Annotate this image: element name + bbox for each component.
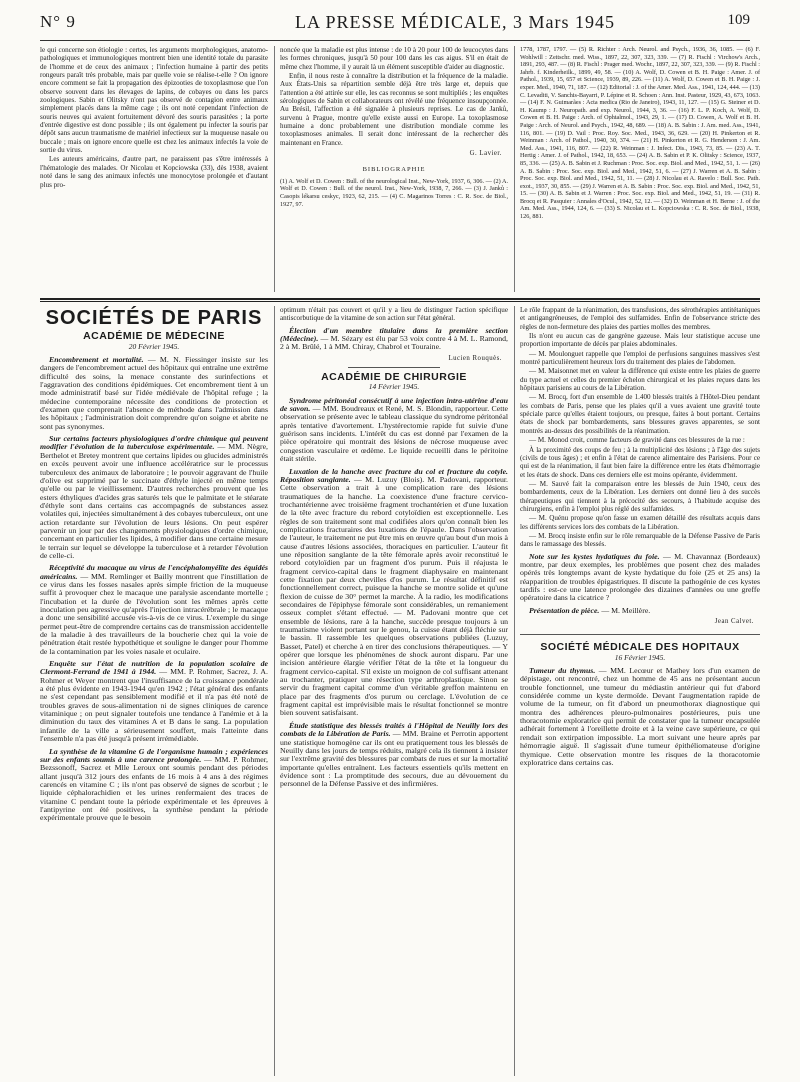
page-number: 109 — [727, 12, 750, 28]
paper-heading: Élection d'un membre titulaire dans la première section (Médecine). — M. Sézary est élu par 53 voix contre 4 à M. L. Ramond, 2 à M. Brûlé, 1 à MM. Chiray, Chabrol et Touraine. — [280, 325, 508, 352]
paragraph: — M. Monod croit, comme facteurs de gravité dans ces blessures de la rue : — [529, 436, 745, 445]
paper-heading: Réceptivité du macaque au virus de l'encéphalomyélite des équidés américains. — MM. Remlinger et Bailly montrent que l'instillation de ce virus dans les fosses nasales après simple friction de la muqueuse suffit à provoquer chez le macaque une paralysie ascendante mortelle ; l'incubation et la durée de l'évolution sont les mêmes après cette inoculation peu agressive qu'après l'injection intracérébrale ; le macaque a donc une sensibilité accusée vis-à-vis de ce virus. L'exemple du singe permet peut-être de comprendre certains cas de transmission accidentelle de la maladie à des travailleurs de la boucherie chez qui la voie de pénétration était restée hypothétique et souligne le danger pour l'homme de la contamination par les voies nasale et oculaire. — [40, 563, 268, 656]
paragraph: — M. Quénu propose qu'on fasse un examen détaillé des résultats acquis dans les différents services lors des combats de la Libération. — [520, 514, 760, 531]
paper-heading: Tumeur du thymus. — MM. Lecœur et Mathey lors d'un examen de dépistage, ont rencontré, chez un homme de 45 ans ne présentant aucun trouble fonctionnel, une tumeur du médiastin antérieur qui fut d'abord considérée comme un kyste dermoïde. Devant l'augmentation rapide de volume de la tumeur, on fit d'abord un pneumothorax diagnostique qui montra des adhérences pleuro-pulmonaires postérieures, puis une thoracotomie exploratrice qui permit de constater que la tumeur encapsulée adhérait fortement à l'oreillette droite et à la veine cave supérieure, ce qui rendait son extirpation impossible. La mort suivant une heure après par hémorragie aiguë. Il s'agissait d'une tumeur épithéliomateuse d'origine thymique. Cette observation montre les risques de la thoracotomie exploratrice dans certains cas. — [520, 666, 760, 767]
bibliography-list — [280, 178, 508, 208]
paragraph: Ils n'ont eu aucun cas de gangrène gazeuse. Mais leur statistique accuse une proportion importante de décès par plaies abdominales. — [520, 332, 760, 349]
author-signature: Jean Calvet. — [714, 618, 754, 626]
paragraph: — M. Sauvé fait la comparaison entre les blessés de Juin 1940, ceux des bombardements, ceux de la Libération. Les derniers ont donné lieu à des succès thérapeutiques qui tiennent à la précocité des secours, à l'habitude acquise des chirurgiens, enfin à l'emploi plus réglé des sulfamides. — [520, 479, 760, 513]
society-title: SOCIÉTÉ MÉDICALE DES HOPITAUX — [540, 641, 740, 654]
paragraph: — M. Brocq, fort d'un ensemble de 1.400 blessés traités à l'Hôtel-Dieu pendant les combats de Paris, pense que les plaies qu'il a vues avaient une gravité toute spéciale parce qu'elles étaient toujours, ou presque, faites à bout portant. Certains états de shock par bombardements, sans blessures graves apparentes, se sont montrés au-dessus des possibilités de la réanimation. — [520, 393, 760, 435]
top-column-1 — [40, 46, 268, 294]
column-divider — [514, 46, 515, 292]
paragraph: le qui concerne son étiologie : certes, les arguments morphologiques, anatomo-pathologiques et immunologiques montrent bien une identité totale du parasite de l'homme et de ceux des animaux ; l'infection humaine à partir des petits rongeurs paraît très probable, mais par quelle voie se réalise-t-elle ? On ignore encore comment se fait la propagation des épizooties de toxoplasmose que l'on observe souvent dans les élevages de lapins, de cobayes ou dans les parcs zoologiques. Sabin et Olitsky n'ont pas observé de contagion entre animaux simplement placés dans la même cage ; ils ont noté cependant l'infection de souris neuves qui avaient fortuitement dévoré des souris parasitées ; la porte d'entrée digestive est donc possible ; ils ont également pu infecter la souris par dépôt sans aucun traumatisme de matériel infectieux sur la muqueuse nasale ou buccale ; mais on ignore encore quelle est chez les animaux infectés la voie de sortie du virus. — [40, 46, 268, 155]
bottom-column-2 — [280, 306, 508, 1076]
bibliography-title: BIBLIOGRAPHIE — [362, 166, 426, 174]
paper-heading: La synthèse de la vitamine G de l'organisme humain ; expériences sur des enfants soumis à une carence prolongée. — MM. P. Rohmer, Bezssonoff, Sacrez et Mlle Leroux ont soumis pendant des périodes allant jusqu'à 312 jours des enfants de 16 mois à 4 ans à des régimes carencés en vitamine C ; ils n'ont pas observé de signes de scorbut ; le liquide céphalorachidien et les urines renfermaient des traces de vitamine C pendant toute la période expérimentale et les épreuves à l'antipyrine ont été positives, la synthèse pendant la période expérimentale prouve que le besoin — [40, 746, 268, 823]
divider — [520, 634, 760, 635]
paper-heading: Encombrement et mortalité. — M. N. Fiessinger insiste sur les dangers de l'encombrement actuel des hôpitaux qui entraîne une extrême difficulté des soins, la menace constante des surinfections et l'aggravation des conditions épidémiques. Cet encombrement tient à un mode administratif basé sur l'idée médiévale de l'hôpital refuge ; la médecine contemporaine nécessite des conditions de protection et d'examen que comprenait l'absence de méthode dans l'admission dans les hôpitaux ; l'administration doit comprendre qu'on soigne et abrite ne sont pas synonymes. — [40, 355, 268, 431]
session-date: 20 Février 1945. — [128, 341, 180, 351]
paper-heading: Étude statistique des blessés traités à l'Hôpital de Neuilly lors des combats de la Libération de Paris. — MM. Braine et Perrotin apportent une statistique homogène car ils ont eu pratiquement tous les blessés de Neuilly dans les jours de temps réduits, malgré cela ils tiennent à insister sur l'extrême gravité des blessures par combats de rues et sur la mortalité importante qu'elles entraînent. Les facteurs essentiels qu'ils mettent en évidence sont : La promptitude des secours, due au dévouement du personnel de la Défense Passive et des infirmières. — [280, 720, 508, 789]
bibliography-entry: (1) A. Wolf et D. Cowen : Bull. of the neurological Inst., New-York, 1937, 6, 306. — (2) A. Wolf et D. Cowen : Bull. of the neurol. Inst., New-York, 1938, 7, 266. — (3) J. Janků : Casopis lékarsu ceskyc, 1923, 62, 215. — (4) C. Magarinos Torres : C. R. Soc. de Biol., 1927, 97. — [280, 177, 508, 208]
paragraph: noncée que la maladie est plus intense : de 10 à 20 pour 100 de leucocytes dans les formes chroniques, jusqu'à 50 pour 100 dans les cas aigus. S'il en était de même chez l'homme, il y aurait là un élément susceptible d'aider au diagnostic. — [280, 46, 508, 71]
paragraph: — M. Maisonnet met en valeur la différence qui existe entre les plaies de guerre du type actuel et celles du premier échelon chirurgical et les plaies reçues dans les hôpitaux parisiens au cours de la Libération. — [520, 367, 760, 393]
paragraph: Les auteurs américains, d'autre part, ne paraissent pas s'être intéressés à l'hématologie des malades. Or Nicolau et Kopciowska (33), dès 1938, avaient noté dans le sang des animaux infectés une monocytose prolongée et d'autant plus pro- — [40, 155, 268, 189]
society-title: ACADÉMIE DE CHIRURGIE — [321, 371, 467, 384]
section-rule — [40, 298, 760, 300]
page-header — [40, 10, 750, 41]
paper-heading: Note sur les kystes hydatiques du foie. — M. Chavannaz (Bordeaux) montre, par deux exemples, les problèmes que posent chez des malades opérés très longtemps avant de kyste hydatique du foie (25 et 25 ans) la réapparition de troubles épigastriques. Il discute la pathogénie de ces kystes tardifs : est-ce une latence prolongée des dizaines d'années ou une greffe opératoire dans la cicatrice ? — [520, 551, 760, 603]
section-title: SOCIÉTÉS DE PARIS — [45, 307, 263, 329]
column-divider — [274, 46, 275, 292]
bibliography-entry: 1778, 1787, 1797. — (5) R. Richter : Arch. Neurol. and Psych., 1936, 36, 1085. — (6) F. Wohlwill : Zeitschr. med. Wiss., 1897, 22, 307, 323, 339. — (7) R. Fischl : Virchow's Arch., 1891, 293, 487. — (8) R. Fischl : Prager med. Wochr., 1897, 22, 307, 323, 339. — (9) R. Fischl : Jahrb. f. Kinderheilk., 1899, 49, 58. — (10) A. Wolf, D. Cowen et B. H. Paige : Amer. J. of Pathol., 1939, 15, 657 et Science, 1939, 89, 226. — (11) A. Wolf, D. Cowen et B. H. Paige : J. exper. Med., 1940, 71, 187. — (12) Editorial : J. of the Amer. Med. Ass., 1941, 124, 444. — (13) C. Levaditi, V. Sanchis-Bayarri, P. Lépine et R. Schoen : Ann. Inst. Pasteur, 1929, 43, 673, 1063. — (14) F. N. Guimarães : Acta medica (Rio de Janeiro), 1943, 11, 127. — (15) G. Steiner et D. H. Kaump : J. Neuropath. and exp. Neurol., 1944, 3, 36. — (16) F. L. P. Koch, A. Wolf, D. Cowen et B. H. Paige : Arch. of Ophtalmol., 1943, 29, 1. — (17) D. Cowen, A. Wolf et B. H. Paige : Arch. of Neurol. and Psych., 1942, 48, 689. — (18) A. B. Sabin : J. Am. med. Ass., 1941, 116, 801. — (19) D. Vail : Proc. Roy. Soc. Med., 1943, 36, 629. — (20) H. Pinkerton et R. Weinman : Arch. of Pathol., 1940, 30, 374. — (21) H. Pinkerton et R. G. Henderson : J. Am. Med. Ass., 1941, 116, 807. — (22) R. Weinman : J. Infect. Dis., 1943, 73, 85. — (23) A. T. Hertig : Amer. J. of Pathol., 1942, 18, 653. — (24) A. B. Sabin et P. K. Olitsky : Science, 1937, 85, 336. — (25) A. B. Sabin et J. Ruchman : Proc. Soc. exp. Biol. and Med., 1942, 51, 1. — (26) A. B. Sabin : Proc. Soc. exp. Biol. and Med., 1942, 51, 6. — (27) J. Warren et A. B. Sabin : Proc. Soc. exp. Biol. and Med., 1942, 51, 11. — (28) J. Nicolau et A. Ravelo : Bull. Soc. Path. exot., 1937, 30, 855. — (29) J. Warren et A. B. Sabin : Proc. Soc. exp. Biol. and Med., 1942, 51, 15. — (30) A. B. Sabin et J. Warren : Proc. Soc. exp. Biol. and Med., 1942, 51, 19. — (31) R. Brocq et R. Pasquier : Annales d'Ocul., 1942, 52, 12. — (32) D. Weinman et H. Berne : J. of the Am. Med. Ass., 1944, 124, 6. — (33) S. Nicolau et L. Kopciowska : C. R. Soc. de Biol., 1938, 126, 881. — [520, 46, 760, 221]
paragraph: — M. Brocq insiste enfin sur le rôle remarquable de la Défense Passive de Paris dans le ramassage des blessés. — [520, 531, 760, 549]
issue-number: N° 9 — [40, 12, 76, 31]
society-title: ACADÉMIE DE MÉDECINE — [83, 330, 225, 343]
top-column-2 — [280, 46, 508, 294]
bottom-column-3 — [520, 306, 760, 1076]
section-rule — [40, 301, 760, 302]
session-date: 16 Février 1945. — [614, 652, 666, 662]
bottom-column-1 — [40, 306, 268, 1076]
paper-heading: Présentation de pièce. — M. Meillère. — [529, 605, 651, 615]
paper-heading: Enquête sur l'état de nutrition de la population scolaire de Clermont-Ferrand de 1941 à 1944. — MM. P. Rohmer, Sacrez, J. A. Rohmer et Weyer montrent que l'insuffisance de la croissance pondérale a été plus évidente en 1943-1944 qu'en 1942 ; l'état général des enfants ne s'est cependant pas sensiblement modifié et il n'a pas été noté de troubles graves de sous-alimentation ni de signes cliniques de carence vitaminique ; on peut signaler toutefois une tendance à l'anémie et à la diminution du taux des vitamines A et B dans le sang. La population infantile de la ville a sérieusement souffert, mais l'atteinte dans l'ensemble n'a pas été jusqu'à présent irrémédiable. — [40, 659, 268, 744]
journal-title: LA PRESSE MÉDICALE, 3 Mars 1945 — [295, 12, 616, 32]
paragraph: — M. Moulonguet rappelle que l'emploi de perfusions sanguines massives s'est montré particulièrement heureux lors du traitement des plaies de l'abdomen. — [520, 349, 760, 367]
paper-heading: Sur certains facteurs physiologiques d'ordre chimique qui peuvent modifier l'évolution de la tuberculose expérimentale. — MM. Nègre, Berthelot et Bretey montrent que certains lipides ou glucides administrés en excès peuvent avoir une influence accélératrice sur le processus tuberculeux des animaux de laboratoire ; le pouvoir aggravant de l'huile d'olive est supprimé par le succinate d'éthyle injecté en même temps qu'elle ou par le vieillissement. D'autres recherches prouvent que les esters éthyliques d'acides gras saturés tels que le palmitate et le stéarate d'éthyle sont dans certains cas accompagnés de substances assez volatiles qui, injectées simultanément à des cobayes tuberculeux, ont une action retardante sur l'évolution de leurs lésions. On peut espérer parvenir un jour par des changements physiologiques d'ordre chimique, concernant en particulier les lipides, à modifier dans une certaine mesure le terrain sur lequel se développe la tuberculose et à retarder l'évolution de celle-ci. — [40, 434, 268, 560]
author-signature: Lucien Rouquès. — [448, 354, 502, 362]
column-divider — [514, 306, 515, 1076]
session-date: 14 Février 1945. — [368, 382, 420, 392]
paragraph: optimum n'était pas couvert et qu'il y a lieu de distinguer l'action spécifique antiscorbutique de la vitamine de son action sur l'état général. — [280, 306, 508, 323]
paragraph: Le rôle frappant de la réanimation, des transfusions, des sérothérapies antitétaniques et antigangréneuses, de l'emploi des sulfamides. Enfin de l'observance stricte des règles de non-fermeture des plaies des parties molles des membres. — [520, 306, 760, 331]
top-column-3 — [520, 46, 760, 294]
paper-heading: Luxation de la hanche avec fracture du col et fracture du cotyle. Réposition sanglante. — M. Luzuy (Blois). M. Padovani, rapporteur. Cette observation a trait à une complication rare des lésions traumatiques de la hanche. La coexistence d'une fracture cervico-trochantérienne avec troisième fragment trochantérien et d'une luxation de la tête avec fracture du rebord cotyloïdien est exceptionnelle. Les règles de son traitement sont mal codifiées alors qu'on connaît bien les complications fracturaires des luxations de l'épaule. Dans l'observation de l'auteur, le traitement ne put être mis en œuvre qu'au bout d'un mois à cause d'autres lésions associées, thoraciques en particulier. L'auteur fit une réposition sanglante de la tête fémorale après avoir reconstitué le rebord cotyloïdien par un fragment d'os purum. Puis il réajusta le fragment cervico-capital dans le fragment diaphysaire en maintenant cette fixation par deux chevilles d'os purum. Le résultat définitif est fonctionnellement correct, puisque la hanche se montre solide et qu'une flexion de cuisse de 30° permet la marche. À la radio, les modifications secondaires de l'épiphyse fémorale sont considérables, un remaniement osseux complet s'étant effectué. — M. Padovani montre que cet ensemble de lésions, rare à la hanche, succède presque toujours à un traumatisme violent portant sur le genou, la cuisse étant déjà fléchie sur le bassin. Il rassemble les quelques observations publiées (Luzuy, Basset, Patel) et cherche à en tirer des conclusions thérapeutiques. — Y opérer que lorsque les phénomènes de shock auront disparu. Par une incision antérieure élargie vérifier l'état de la tête et la longueur du fragment cervico-capital. S'il existe un moignon de col suffisant attenant au trochanter, pratiquer une résection type arthroplastique. Sinon se servir du fragment capital comme d'un véritable greffon maintenu en place par des fragments d'os purum ou cerclage. L'évolution de ce fragment capital est imprévisible mais le résultat fonctionnel se montre bien souvent satisfaisant. — [280, 466, 508, 718]
author-signature: G. Lavier. — [469, 150, 502, 158]
column-divider — [274, 306, 275, 1076]
divider — [348, 367, 439, 368]
paragraph: Enfin, il nous reste à connaître la distribution et la fréquence de la maladie. Aux États-Unis sa répartition semble déjà être très large et, depuis que l'attention a été attirée sur elle, les cas reconnus se sont multipliés ; les enquêtes sérologiques de Sabin et collaborateurs ont révélé une fréquence insoupçonnée. Au Brésil, l'affection a été signalée à plusieurs reprises. Le cas de Janků, survenu à Prague, montre qu'elle existe aussi en Europe. La toxoplasmose humaine a donc probablement une distribution mondiale comme les toxoplasmoses animales. Il serait donc intéressant de la rechercher dès maintenant en France. — [280, 72, 508, 147]
paragraph: À la proximité des coups de feu ; à la multiplicité des lésions ; à l'âge des sujets (civils de tous âges) ; et enfin à l'état de carence alimentaire des Parisiens. Pour ce qui est de la réanimation, il faut bien faire la différence entre les états d'hémorragie et les états de shock. Dans ces derniers elle est moins opérante, évidemment. — [520, 445, 760, 479]
paper-heading: Syndrome péritonéal consécutif à une injection intra-utérine d'eau de savon. — MM. Boudreaux et René, M. S. Blondin, rapporteur. Cette observation se présente avec le tableau classique du syndrome péritonéal après tentative d'avortement. L'hystérectomie rapide fut suivie d'une guérison sans incidents. L'intérêt du cas est donné par l'examen de la pièce opératoire qui montrait des lésions de nécrose muqueuse avec congestion vasculaire et œdème. Le liquide recueilli dans le péritoine était stérile. — [280, 395, 508, 464]
